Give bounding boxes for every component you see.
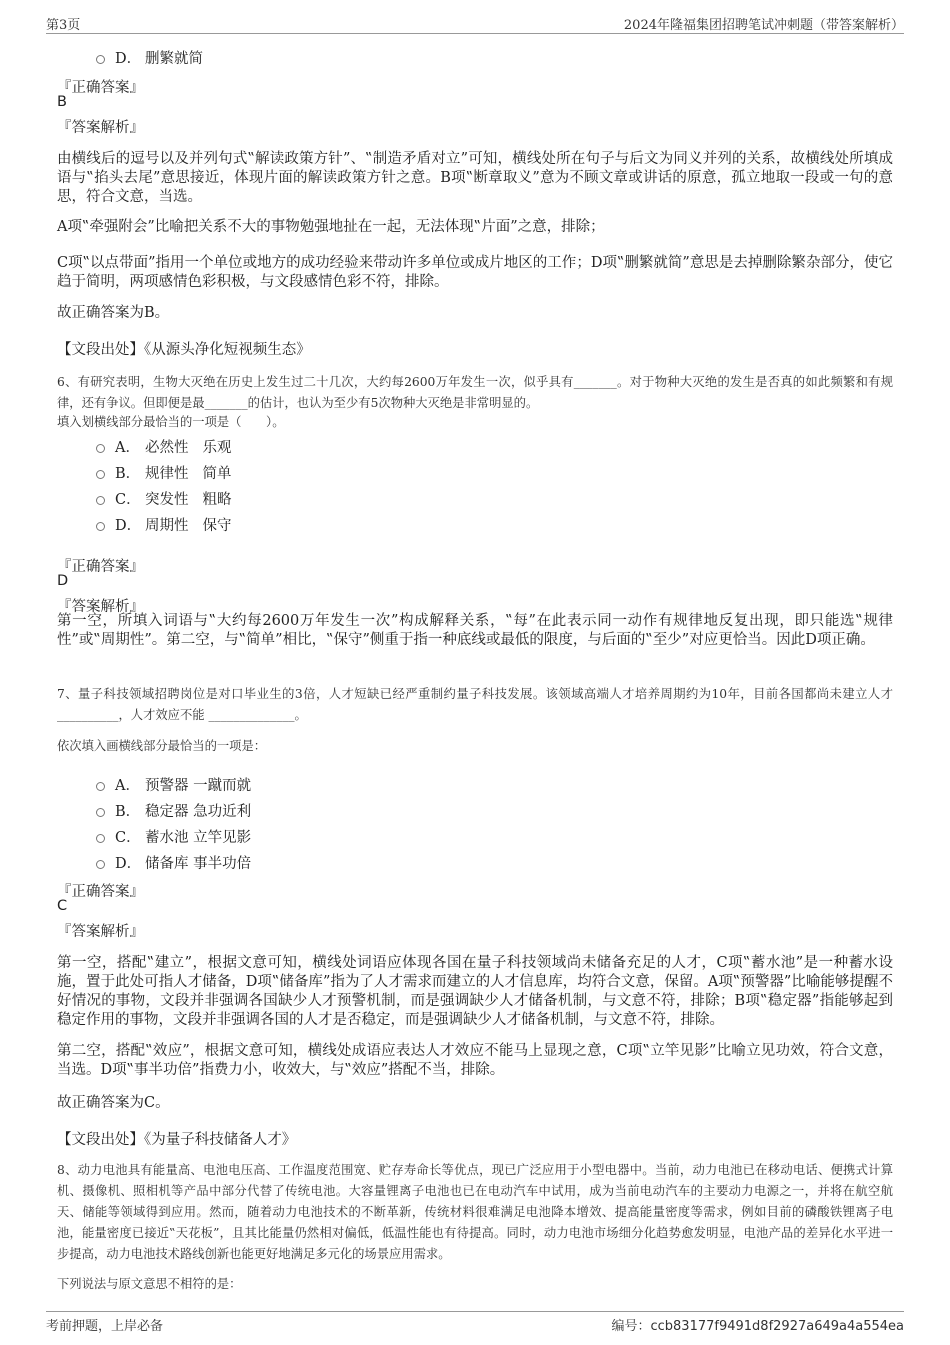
q6-analysis: 第一空，所填入词语与‟大约每2600万年发生一次”构成解释关系，‟每”在此表示同一动作有规律地反复出现，即只能选‟规律性”或‟周期性”。第二空，与‟简单”相比，‟保守”侧重于指一种底线或最低的限度，与后面的‟至少”对应更恰当。因此D项正确。 [57, 613, 893, 648]
q5-analysis-p3: C项‟以点带面”指用一个单位或地方的成功经验来带动许多单位或成片地区的工作；D项‟删繁就简”意思是去掉删除繁杂部分，使它趋于简明，两项感情色彩积极，与文段感情色彩不符，排除。 [57, 255, 893, 290]
footer-slogan: 考前押题，上岸必备 [46, 1319, 164, 1334]
radio-icon[interactable] [96, 522, 105, 531]
radio-icon[interactable] [96, 782, 105, 791]
document-code-value: ccb83177f9491d8f2927a649a4a554ea [650, 1319, 904, 1334]
radio-icon[interactable] [96, 444, 105, 453]
q5-source: 【文段出处】《从源头净化短视频生态》 [57, 342, 311, 358]
radio-icon[interactable] [96, 860, 105, 869]
q5-analysis-p2: A项‟牵强附会”比喻把关系不大的事物勉强地扯在一起，无法体现‟片面”之意，排除； [57, 219, 605, 235]
document-code [611, 1315, 904, 1334]
q6-answer-label: 『正确答案』 [57, 559, 144, 575]
q7-analysis-label: 『答案解析』 [57, 924, 144, 940]
footer-divider [46, 1311, 904, 1312]
q7-option-b[interactable]: B． 稳定器 急功近利 [96, 800, 251, 821]
q5-analysis-label: 『答案解析』 [57, 120, 144, 136]
radio-icon[interactable] [96, 470, 105, 479]
header-divider [46, 33, 904, 34]
q6-prompt: 填入划横线部分最恰当的一项是（ ）。 [57, 415, 285, 429]
q7-option-c[interactable]: C． 蓄水池 立竿见影 [96, 826, 251, 847]
q6-option-b[interactable]: B． 规律性 简单 [96, 462, 232, 483]
q5-analysis-p1: 由横线后的逗号以及并列句式‟解读政策方针”、‟制造矛盾对立”可知，横线处所在句子与后文为同义并列的关系，故横线处所填成语与‟掐头去尾”意思接近，体现片面的解读政策方针之意。B项‟断章取义”意为不顾文章或讲话的原意，孤立地取一段或一句的意思，符合文意，当选。 [57, 151, 893, 205]
document-code-label: 编号： [611, 1319, 651, 1334]
q8-prompt: 下列说法与原文意思不相符的是： [57, 1277, 242, 1291]
q6-option-c[interactable]: C． 突发性 粗略 [96, 488, 232, 509]
q5-answer: B [57, 94, 67, 110]
q6-stem: 6、有研究表明，生物大灭绝在历史上发生过二十几次，大约每2600万年发生一次，似乎具有_______。对于物种大灭绝的发生是否真的如此频繁和有规律，还有争议。但即便是最_______的估计，也认为至少有5次物种大灭绝是非常明显的。 [57, 375, 893, 410]
q7-answer-label: 『正确答案』 [57, 884, 144, 900]
q6-analysis-label: 『答案解析』 [57, 599, 144, 615]
radio-icon[interactable] [96, 55, 105, 64]
q5-answer-label: 『正确答案』 [57, 80, 144, 96]
q7-prompt: 依次填入画横线部分最恰当的一项是： [57, 739, 267, 753]
q5-analysis-p4: 故正确答案为B。 [57, 305, 170, 321]
q7-stem: 7、量子科技领域招聘岗位是对口毕业生的3倍，人才短缺已经严重制约量子科技发展。该领域高端人才培养周期约为10年，目前各国都尚未建立人才 __________，人才效应不能 ______________。 [57, 687, 893, 722]
document-title: 2024年隆福集团招聘笔试冲刺题（带答案解析） [623, 18, 904, 33]
q6-option-d[interactable]: D． 周期性 保守 [96, 514, 232, 535]
q5-option-d[interactable]: D． 删繁就简 [96, 47, 203, 68]
q8-stem: 8、动力电池具有能量高、电池电压高、工作温度范围宽、贮存寿命长等优点，现已广泛应用于小型电器中。当前，动力电池已在移动电话、便携式计算机、摄像机、照相机等产品中部分代替了传统电池。大容量锂离子电池也已在电动汽车中试用，成为当前电动汽车的主要动力电源之一，并将在航空航天、储能等领域得到应用。然而，随着动力电池技术的不断革新，传统材料很难满足电池降本增效、提高能量密度等需求，例如目前的磷酸铁锂离子电池，能量密度已接近‟天花板”，且其比能量仍然相对偏低，低温性能也有待提高。同时，动力电池市场细分化趋势愈发明显，电池产品的差异化水平进一步提高，动力电池技术路线创新也能更好地满足多元化的场景应用需求。 [57, 1163, 893, 1261]
radio-icon[interactable] [96, 496, 105, 505]
q7-option-a[interactable]: A． 预警器 一蹴而就 [96, 774, 251, 795]
q7-analysis-p2: 第二空，搭配‟效应”，根据文意可知，横线处成语应表达人才效应不能马上显现之意，C项‟立竿见影”比喻立见功效，符合文意，当选。D项‟事半功倍”指费力小，收效大，与‟效应”搭配不当，排除。 [57, 1043, 893, 1078]
q7-answer: C [57, 898, 68, 914]
q6-answer: D [57, 573, 69, 589]
q6-option-a[interactable]: A． 必然性 乐观 [96, 436, 232, 457]
page-header [46, 14, 904, 32]
q7-source: 【文段出处】《为量子科技储备人才》 [57, 1132, 297, 1148]
radio-icon[interactable] [96, 834, 105, 843]
q7-option-d[interactable]: D． 储备库 事半功倍 [96, 852, 251, 873]
page-number: 第3页 [46, 18, 81, 33]
page-footer [46, 1315, 904, 1333]
q7-analysis-p3: 故正确答案为C。 [57, 1095, 170, 1111]
q7-analysis-p1: 第一空，搭配‟建立”，根据文意可知，横线处词语应体现各国在量子科技领域尚未储备充足的人才，C项‟蓄水池”是一种蓄水设施，置于此处可指人才储备，D项‟储备库”指为了人才需求而建立的人才信息库，均符合文意，保留。A项‟预警器”比喻能够提醒不好情况的事物，文段并非强调各国缺少人才预警机制，而是强调缺少人才储备机制，与文意不符，排除；B项‟稳定器”指能够起到稳定作用的事物，文段并非强调各国的人才是否稳定，而是强调缺少人才储备机制，与文意不符，排除。 [57, 955, 893, 1028]
radio-icon[interactable] [96, 808, 105, 817]
